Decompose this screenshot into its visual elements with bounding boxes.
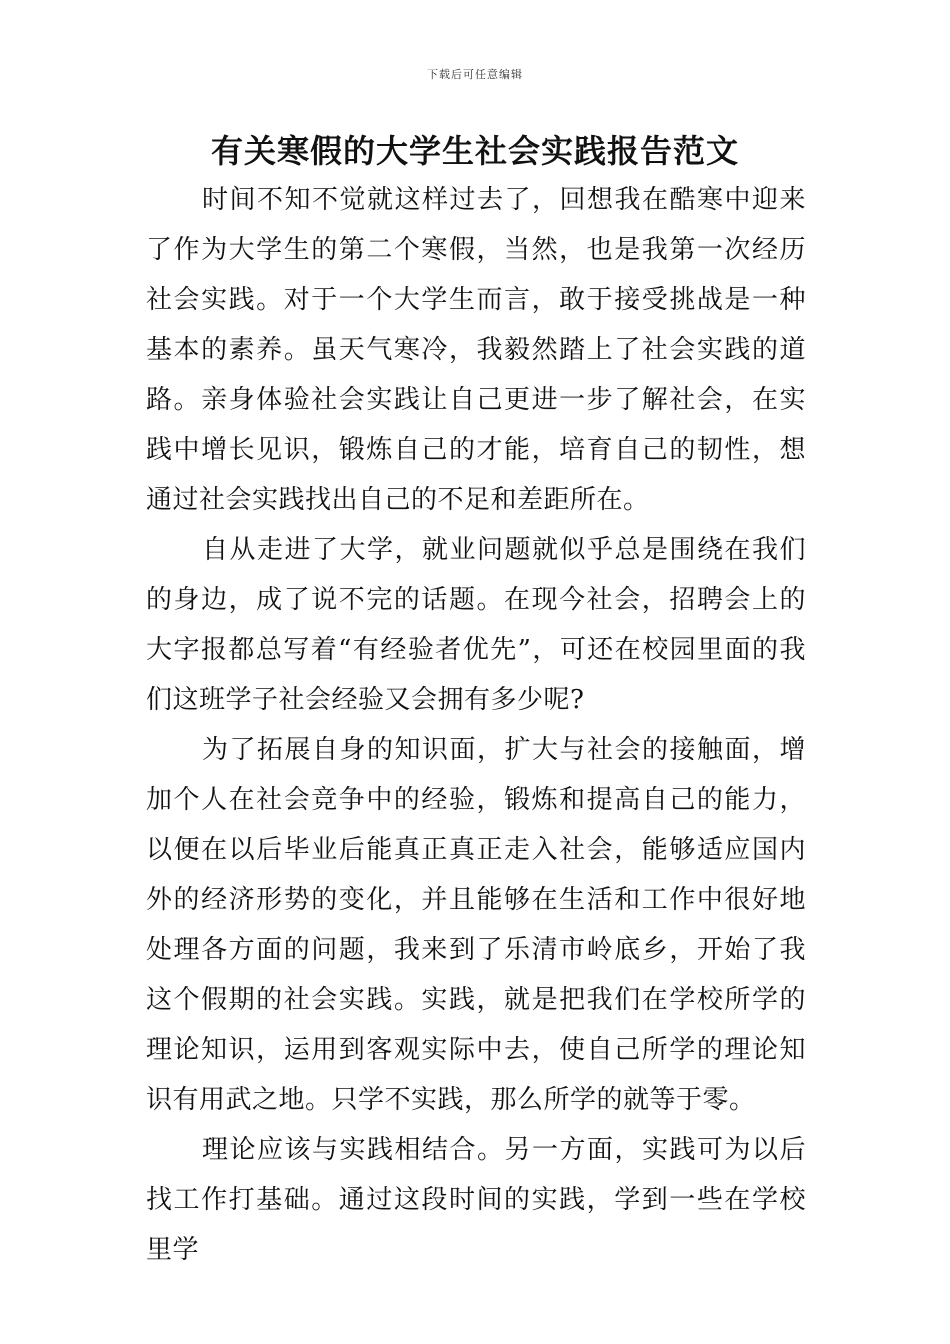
paragraph-4: 理论应该与实践相结合。另一方面，实践可为以后找工作打基础。通过这段时间的实践，学到一些在学校里学 bbox=[146, 1135, 806, 1265]
paragraph-2: 自从走进了大学，就业问题就似乎总是围绕在我们的身边，成了说不完的话题。在现今社会，招聘会上的大字报都总写着“有经验者优先”，可还在校园里面的我们这班学子社会经验又会拥有多少呢? bbox=[146, 535, 806, 715]
document-title: 有关寒假的大学生社会实践报告范文 bbox=[210, 132, 739, 170]
paragraph-3: 为了拓展自身的知识面，扩大与社会的接触面，增加个人在社会竞争中的经验，锻炼和提高自己的能力，以便在以后毕业后能真正真正走入社会，能够适应国内外的经济形势的变化，并且能够在生活和工作中很好地处理各方面的问题，我来到了乐清市岭底乡，开始了我这个假期的社会实践。实践，就是把我们在学校所学的理论知识，运用到客观实际中去，使自己所学的理论知识有用武之地。只学不实践，那么所学的就等于零。 bbox=[146, 735, 806, 1115]
paragraph-1: 时间不知不觉就这样过去了，回想我在酷寒中迎来了作为大学生的第二个寒假，当然，也是我第一次经历社会实践。对于一个大学生而言，敢于接受挑战是一种基本的素养。虽天气寒冷，我毅然踏上了社会实践的道路。亲身体验社会实践让自己更进一步了解社会，在实践中增长见识，锻炼自己的才能，培育自己的韧性，想通过社会实践找出自己的不足和差距所在。 bbox=[146, 185, 806, 515]
header-note: 下载后可任意编辑 bbox=[427, 68, 523, 81]
document-body bbox=[146, 175, 806, 1275]
